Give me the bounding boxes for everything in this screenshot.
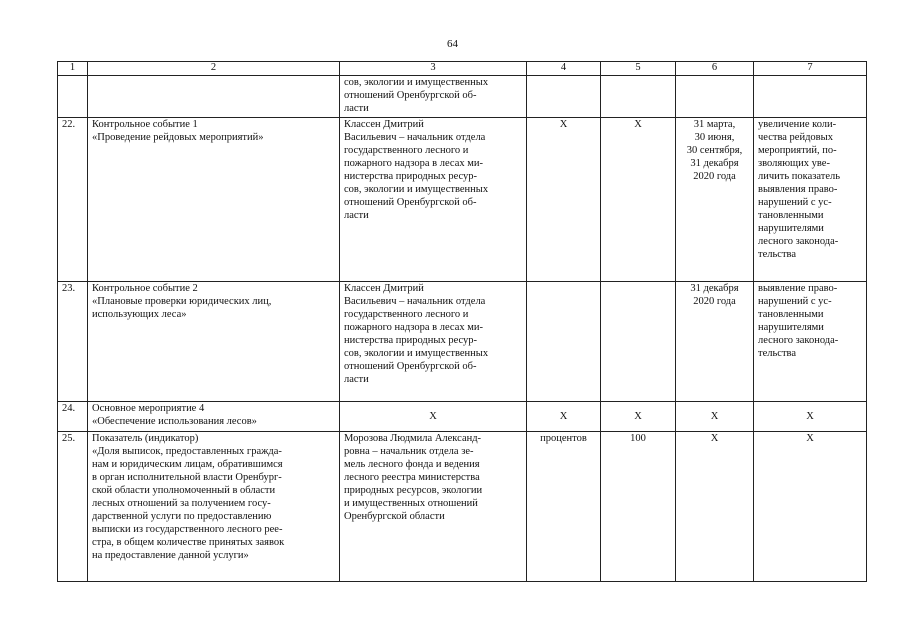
table-row (58, 432, 867, 582)
value-cell: Х (601, 118, 676, 282)
column-number: 4 (527, 62, 601, 76)
date-cell: Х (676, 402, 754, 432)
row-number: 24. (58, 402, 88, 432)
table-row (58, 402, 867, 432)
row-number (58, 76, 88, 118)
measure-name (88, 76, 340, 118)
table-row (58, 282, 867, 402)
date-cell: 31 марта, 30 июня, 30 сентября, 31 декабря 2020 года (676, 118, 754, 282)
responsible-person: Морозова Людмила Александ- ровна – начальник отдела зе- мель лесного фонда и ведения лесного реестра министерства природных ресурсов, экологии и имущественных отношений Оренбургской области (340, 432, 527, 582)
result-cell: Х (754, 402, 867, 432)
result-cell: выявление право- нарушений с ус- тановленными нарушителями лесного законода- тельства (754, 282, 867, 402)
row-number: 22. (58, 118, 88, 282)
date-cell (676, 76, 754, 118)
measure-name: Показатель (индикатор) «Доля выписок, предоставленных гражда- нам и юридическим лицам, обратившимся в орган исполнительной власти Оренбург- ской области уполномоченный в области лесных отношений за получением госу- дарственной услуги по предоставлению выписки из государственного лесного рее- стра, в общем количестве принятых заявок на предоставление данной услуги» (88, 432, 340, 582)
column-number: 6 (676, 62, 754, 76)
column-number: 7 (754, 62, 867, 76)
value-cell: 100 (601, 432, 676, 582)
column-number: 3 (340, 62, 527, 76)
responsible-person: Классен Дмитрий Васильевич – начальник отдела государственного лесного и пожарного надзора в лесах ми- нистерства природных ресур- сов, экологии и имущественных отношений Оренбургской об- ласти (340, 118, 527, 282)
measures-table (57, 61, 867, 582)
value-cell: Х (601, 402, 676, 432)
column-number: 2 (88, 62, 340, 76)
date-cell: Х (676, 432, 754, 582)
result-cell: увеличение коли- чества рейдовых мероприятий, по- зволяющих уве- личить показатель выявления право- нарушений с ус- тановленными нарушителями лесного законода- тельства (754, 118, 867, 282)
column-number: 5 (601, 62, 676, 76)
responsible-person: сов, экологии и имущественных отношений Оренбургской об- ласти (340, 76, 527, 118)
result-cell: Х (754, 432, 867, 582)
measure-name: Контрольное событие 2 «Плановые проверки юридических лиц, использующих леса» (88, 282, 340, 402)
responsible-person: Х (340, 402, 527, 432)
unit-cell (527, 76, 601, 118)
measure-name: Контрольное событие 1 «Проведение рейдовых мероприятий» (88, 118, 340, 282)
unit-cell: процентов (527, 432, 601, 582)
table-row (58, 118, 867, 282)
responsible-person: Классен Дмитрий Васильевич – начальник отдела государственного лесного и пожарного надзора в лесах ми- нистерства природных ресур- сов, экологии и имущественных отношений Оренбургской об- ласти (340, 282, 527, 402)
date-cell: 31 декабря 2020 года (676, 282, 754, 402)
measure-name: Основное мероприятие 4 «Обеспечение использования лесов» (88, 402, 340, 432)
unit-cell: Х (527, 402, 601, 432)
row-number: 25. (58, 432, 88, 582)
page-number: 64 (447, 38, 458, 50)
column-number-row (58, 62, 867, 76)
value-cell (601, 282, 676, 402)
row-number: 23. (58, 282, 88, 402)
column-number: 1 (58, 62, 88, 76)
unit-cell: Х (527, 118, 601, 282)
table-row (58, 76, 867, 118)
unit-cell (527, 282, 601, 402)
value-cell (601, 76, 676, 118)
result-cell (754, 76, 867, 118)
